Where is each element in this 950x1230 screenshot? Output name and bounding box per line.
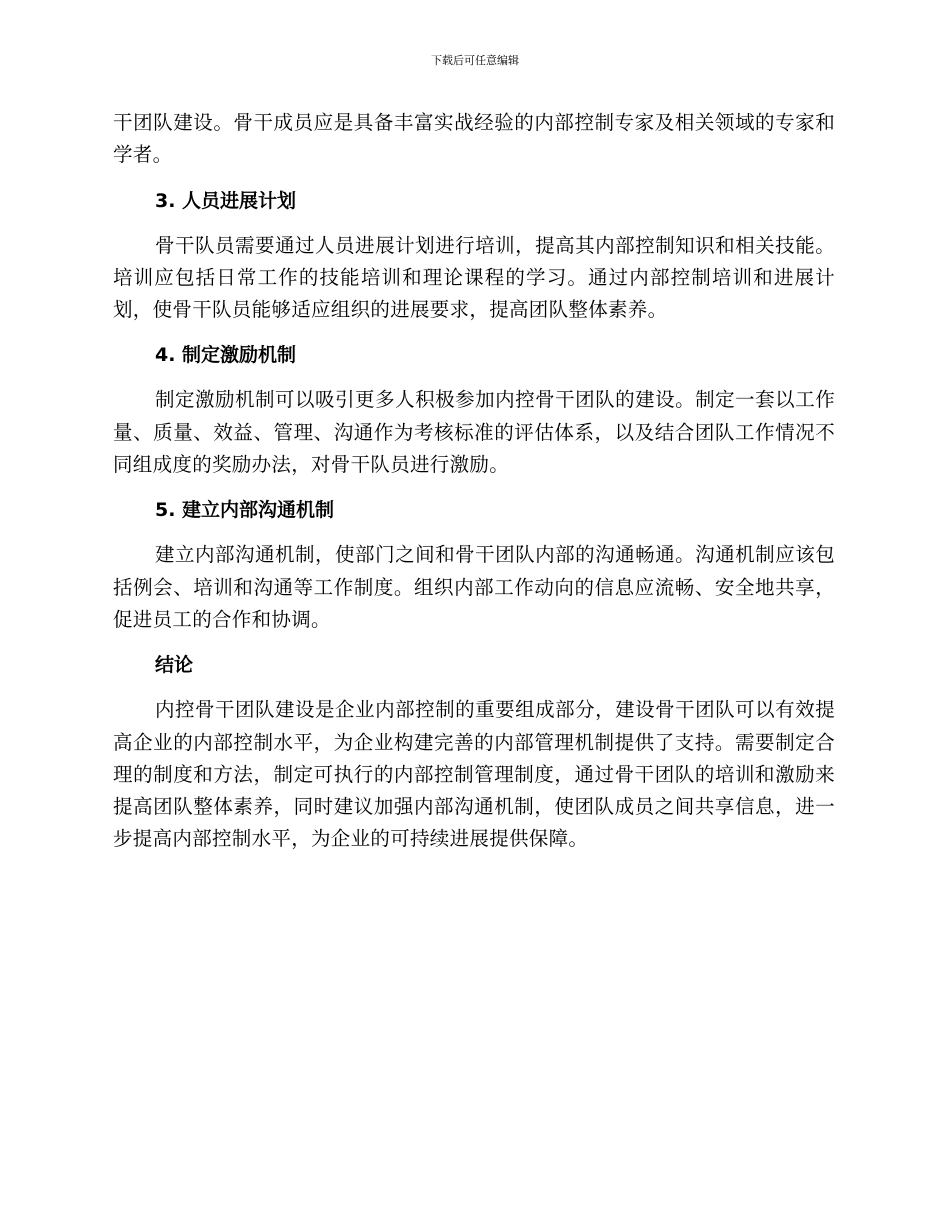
section-body-personnel-plan: 骨干队员需要通过人员进展计划进行培训，提高其内部控制知识和相关技能。培训应包括日常工作的技能培训和理论课程的学习。通过内部控制培训和进展计划，使骨干队员能够适应组织的进展要求，提高团队整体素养。 <box>113 233 835 322</box>
section-heading-personnel-plan: 3. 人员进展计划 <box>155 189 297 212</box>
section-heading-conclusion: 结论 <box>155 654 194 677</box>
section-heading-incentive-mechanism: 4. 制定激励机制 <box>155 344 297 367</box>
section-body-incentive-mechanism: 制定激励机制可以吸引更多人积极参加内控骨干团队的建设。制定一套以工作量、质量、效益、管理、沟通作为考核标准的评估体系，以及结合团队工作情况不同组成度的奖励办法，对骨干队员进行激励。 <box>113 388 835 477</box>
section-body-conclusion: 内控骨干团队建设是企业内部控制的重要组成部分，建设骨干团队可以有效提高企业的内部控制水平，为企业构建完善的内部管理机制提供了支持。需要制定合理的制度和方法，制定可执行的内部控制管理制度，通过骨干团队的培训和激励来提高团队整体素养，同时建议加强内部沟通机制，使团队成员之间共享信息，进一步提高内部控制水平，为企业的可持续进展提供保障。 <box>113 698 835 851</box>
document-body <box>113 107 835 856</box>
page-header: 下载后可任意编辑 <box>431 54 519 67</box>
section-heading-internal-communication: 5. 建立内部沟通机制 <box>155 499 335 522</box>
intro-continuation-paragraph: 干团队建设。骨干成员应是具备丰富实战经验的内部控制专家及相关领域的专家和学者。 <box>113 111 835 167</box>
section-body-internal-communication: 建立内部沟通机制，使部门之间和骨干团队内部的沟通畅通。沟通机制应该包括例会、培训和沟通等工作制度。组织内部工作动向的信息应流畅、安全地共享，促进员工的合作和协调。 <box>113 543 835 631</box>
